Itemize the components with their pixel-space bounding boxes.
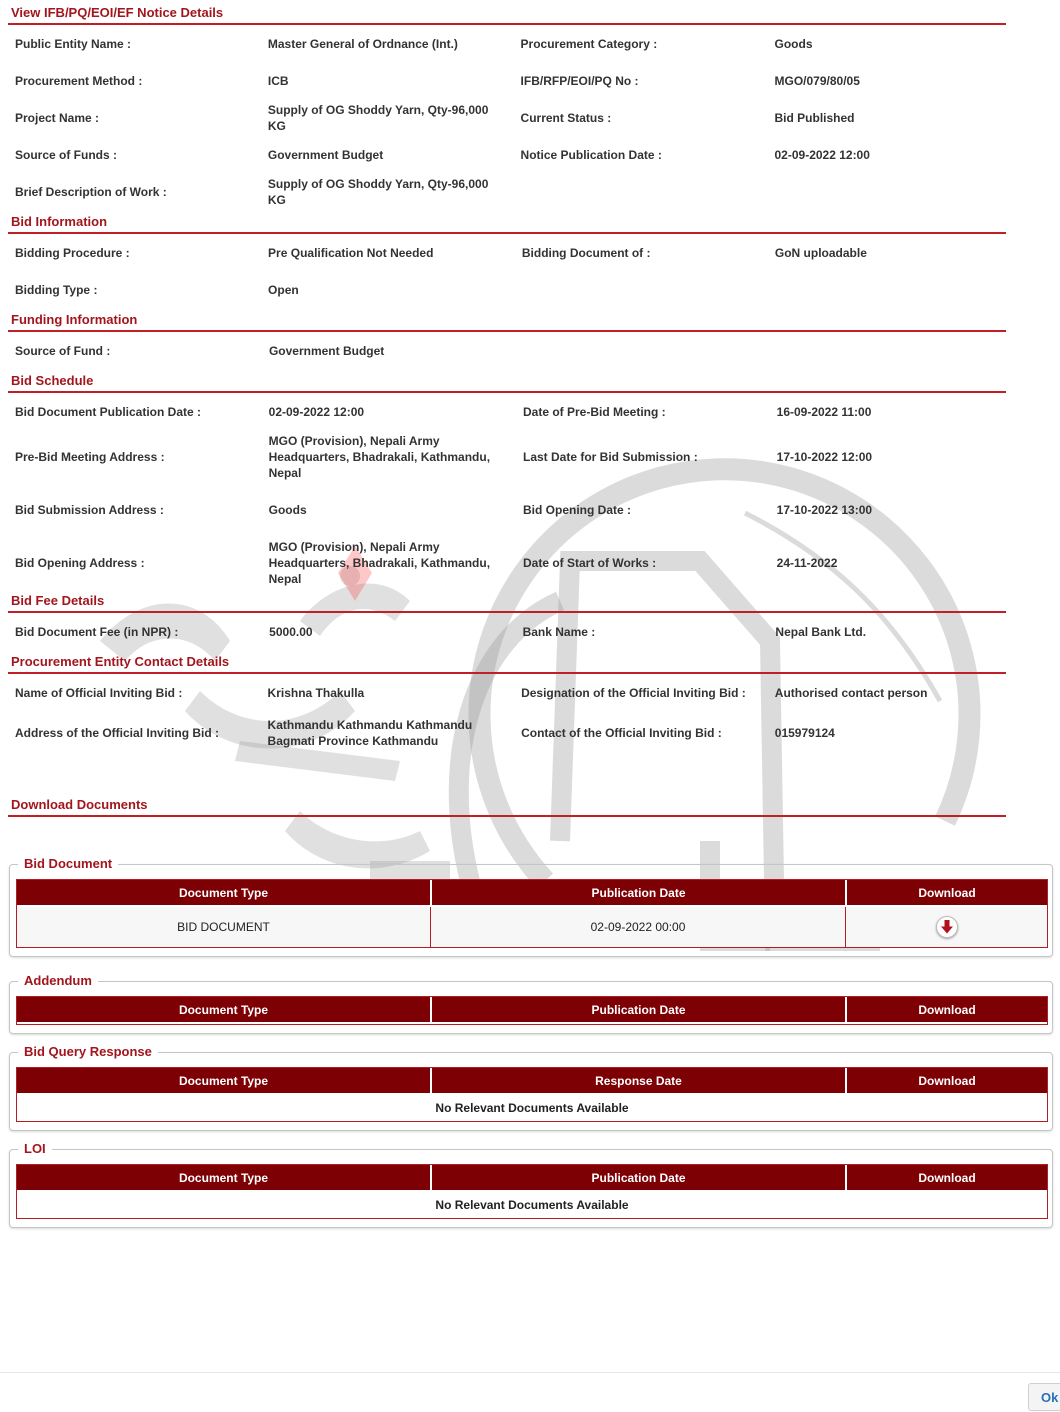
detail-value: Supply of OG Shoddy Yarn, Qty-96,000 KG <box>267 176 489 207</box>
detail-value: Nepal Bank Ltd. <box>775 624 867 639</box>
detail-value: Open <box>268 282 299 297</box>
column-header: Response Date <box>430 1068 845 1095</box>
bid-query-response-group <box>9 1044 1053 1131</box>
detail-label: Source of Fund : <box>15 343 111 358</box>
loi-group <box>9 1141 1053 1228</box>
detail-value: Master General of Ordnance (Int.) <box>267 36 458 51</box>
schedule-table <box>8 393 1008 589</box>
detail-value <box>768 173 1009 210</box>
column-header: Document Type <box>17 1068 430 1095</box>
bid-query-response-table <box>16 1067 1048 1122</box>
column-header: Download <box>845 1165 1047 1192</box>
detail-row <box>8 483 1008 536</box>
contact-table <box>8 674 1008 755</box>
detail-row <box>8 234 1008 271</box>
addendum-group <box>9 973 1053 1034</box>
detail-label: Public Entity Name : <box>15 36 132 51</box>
addendum-legend: Addendum <box>18 973 98 988</box>
detail-value: MGO (Provision), Nepali Army Headquarters, Bhadrakali, Kathmandu, Nepal <box>268 433 491 480</box>
detail-value: Krishna Thakulla <box>267 685 365 700</box>
detail-label: Bid Opening Date : <box>523 502 631 517</box>
bid-document-group <box>9 856 1053 957</box>
detail-label: Last Date for Bid Submission : <box>523 449 698 464</box>
detail-label: Pre-Bid Meeting Address : <box>15 449 165 464</box>
column-header: Publication Date <box>430 997 845 1024</box>
detail-label: IFB/RFP/EOI/PQ No : <box>520 73 639 88</box>
ok-button[interactable]: Ok <box>1028 1383 1060 1411</box>
empty-message: No Relevant Documents Available <box>17 1095 1047 1121</box>
detail-label <box>517 332 769 369</box>
table-row <box>17 1192 1047 1218</box>
detail-value: Authorised contact person <box>774 685 928 700</box>
column-header: Publication Date <box>430 1165 845 1192</box>
detail-row <box>8 99 1008 136</box>
detail-value: MGO/079/80/05 <box>774 73 860 88</box>
detail-value: Government Budget <box>267 147 384 162</box>
detail-label: Address of the Official Inviting Bid : <box>15 726 220 740</box>
detail-value: ICB <box>267 73 289 88</box>
column-header: Download <box>845 1068 1047 1095</box>
detail-label: Source of Funds : <box>15 147 117 162</box>
detail-value: 02-09-2022 12:00 <box>774 147 870 162</box>
section-funding-title: Funding Information <box>8 308 1006 332</box>
detail-value: Kathmandu Kathmandu Kathmandu Bagmati Province Kathmandu <box>267 718 473 748</box>
column-header: Download <box>845 997 1047 1024</box>
detail-value: GoN uploadable <box>774 245 867 260</box>
detail-row <box>8 674 1008 711</box>
bid-document-legend: Bid Document <box>18 856 118 871</box>
detail-value: 5000.00 <box>269 624 313 639</box>
detail-value: 24-11-2022 <box>776 555 838 570</box>
detail-label: Bid Submission Address : <box>15 502 164 517</box>
section-fee-title: Bid Fee Details <box>8 589 1006 613</box>
detail-value: Goods <box>774 36 813 51</box>
table-row <box>17 907 1047 947</box>
section-schedule-title: Bid Schedule <box>8 369 1006 393</box>
detail-value: 02-09-2022 12:00 <box>268 404 365 419</box>
detail-value: Pre Qualification Not Needed <box>268 245 434 260</box>
detail-label: Bid Document Publication Date : <box>15 404 202 419</box>
section-contact-title: Procurement Entity Contact Details <box>8 650 1006 674</box>
detail-label: Brief Description of Work : <box>15 184 167 199</box>
detail-label: Bidding Document of : <box>521 245 651 260</box>
detail-row <box>8 711 1008 755</box>
detail-label: Notice Publication Date : <box>520 147 662 162</box>
detail-row <box>8 613 1008 650</box>
bid-query-response-legend: Bid Query Response <box>18 1044 158 1059</box>
publication-date-cell: 02-09-2022 00:00 <box>430 907 845 947</box>
detail-label: Designation of the Official Inviting Bid : <box>521 685 746 700</box>
loi-legend: LOI <box>18 1141 52 1156</box>
detail-label: Bid Opening Address : <box>15 555 145 570</box>
detail-row <box>8 271 1008 308</box>
detail-label: Name of Official Inviting Bid : <box>15 685 183 700</box>
document-type-cell: BID DOCUMENT <box>17 907 430 947</box>
empty-message: No Relevant Documents Available <box>17 1192 1047 1218</box>
column-header: Document Type <box>17 880 430 907</box>
bid-info-table <box>8 234 1008 308</box>
detail-value <box>768 271 1008 308</box>
detail-label: Project Name : <box>15 110 100 125</box>
column-header: Publication Date <box>430 880 845 907</box>
detail-label: Procurement Method : <box>15 73 143 88</box>
detail-row <box>8 25 1008 62</box>
detail-label: Bidding Type : <box>15 282 98 297</box>
detail-value: 16-09-2022 11:00 <box>776 404 872 419</box>
download-cell <box>845 907 1047 947</box>
detail-value: Government Budget <box>268 343 385 358</box>
notice-table <box>8 25 1008 210</box>
detail-label: Bank Name : <box>522 624 596 639</box>
detail-value: Goods <box>268 502 307 517</box>
detail-value: 015979124 <box>774 726 835 740</box>
column-header: Document Type <box>17 997 430 1024</box>
table-row <box>17 1095 1047 1121</box>
detail-label: Date of Start of Works : <box>523 555 657 570</box>
column-header: Document Type <box>17 1165 430 1192</box>
detail-value: 17-10-2022 12:00 <box>776 449 873 464</box>
detail-label: Procurement Category : <box>520 36 658 51</box>
detail-row <box>8 430 1008 483</box>
detail-value: MGO (Provision), Nepali Army Headquarters, Bhadrakali, Kathmandu, Nepal <box>268 539 491 586</box>
addendum-table <box>16 996 1048 1025</box>
detail-value: Bid Published <box>774 110 855 125</box>
detail-label: Bidding Procedure : <box>15 245 130 260</box>
section-bid-info-title: Bid Information <box>8 210 1006 234</box>
loi-table <box>16 1164 1048 1219</box>
detail-label: Date of Pre-Bid Meeting : <box>523 404 666 419</box>
detail-label: Bid Document Fee (in NPR) : <box>15 624 179 639</box>
section-notice-title: View IFB/PQ/EOI/EF Notice Details <box>8 1 1006 25</box>
detail-row <box>8 173 1008 210</box>
detail-value: Supply of OG Shoddy Yarn, Qty-96,000 KG <box>267 102 489 133</box>
download-arrow-icon[interactable] <box>936 916 958 938</box>
detail-row <box>8 62 1008 99</box>
fee-table <box>8 613 1008 650</box>
column-header: Download <box>845 880 1047 907</box>
detail-value: 17-10-2022 13:00 <box>776 502 873 517</box>
detail-value <box>769 332 1008 369</box>
detail-label <box>515 271 768 308</box>
section-downloads-title: Download Documents <box>8 793 1006 817</box>
dialog-footer <box>0 1372 1060 1412</box>
detail-row <box>8 393 1008 430</box>
detail-row <box>8 136 1008 173</box>
detail-row <box>8 536 1008 589</box>
funding-table <box>8 332 1008 369</box>
detail-label <box>514 173 768 210</box>
detail-row <box>8 332 1008 369</box>
bid-document-table <box>16 879 1048 948</box>
detail-label: Current Status : <box>520 110 612 125</box>
detail-label: Contact of the Official Inviting Bid : <box>521 726 722 740</box>
